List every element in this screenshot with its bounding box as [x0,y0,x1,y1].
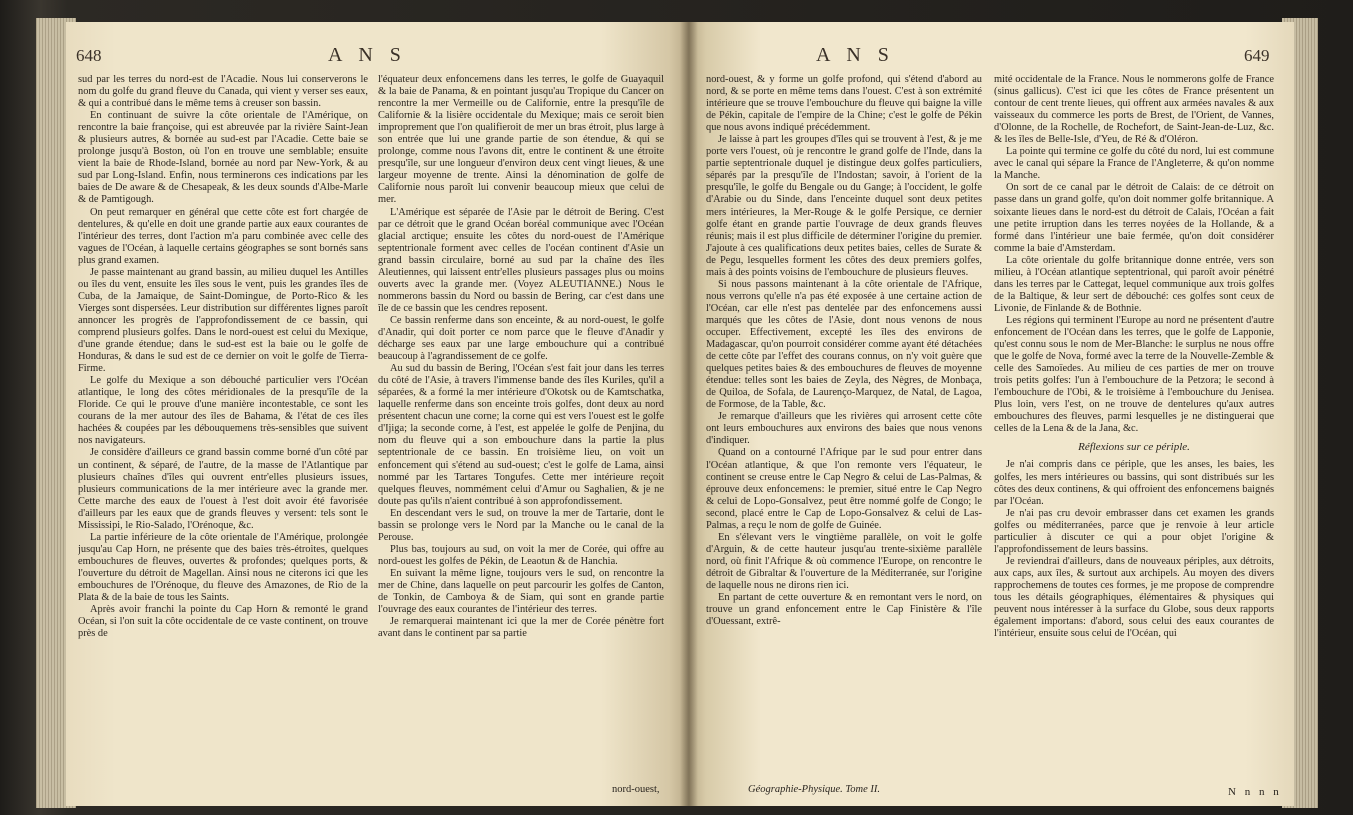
section-title: Réflexions sur ce périple. [1078,441,1190,454]
signature-mark: N n n n [1228,786,1282,798]
paragraph: Je n'ai pas cru devoir embrasser dans cet examen les grands golfes ou méditerranées, parce que je renvoie à leur article particulier à discuter ce qui a pour objet l'origine & l'approfondissement de leurs bassins. [994,507,1274,555]
paragraph: Ce bassin renferme dans son enceinte, & au nord-ouest, le golfe d'Anadir, qui doit porter ce nom parce que le fleuve d'Anadir y décharge ses eaux par une large embouchure qui a contribué beaucoup à l'agrandissement de ce golfe. [378,314,664,363]
paragraph: Les régions qui terminent l'Europe au nord ne présentent d'autre enfoncement de l'Océan dans les terres, que le golfe de Lapponie, qu'est connu sous le nom de Mer-Blanche: le surplus ne nous offre que le golfe de Nova, formé avec la terre de la Nouvelle-Zemble & celle des Samoïedes. Au milieu de ces parties de mer on trouve trois petits golfes: l'un à l'embouchure de la Petzora; le second à l'embouchure de l'Obi, & le troisième à l'embouchure du Jenisea. Plus loin, vers l'est, on ne trouve de dentelures qu'aux autres embouchures des fleuves, parmi lesquelles je ne distinguerai que celles de la Lena & de la Jana, &c. [994,314,1274,435]
volume-footer: Géographie-Physique. Tome II. [748,784,881,795]
paragraph: Plus bas, toujours au sud, on voit la mer de Corée, qui offre au nord-ouest les golfes de Pékin, de Leaotun & de Hanchia. [378,543,664,567]
left-column-2 [378,74,664,799]
page-number-right: 649 [1244,46,1270,65]
paragraph: mité occidentale de la France. Nous le nommerons golfe de France (sinus gallicus). C'est ici que les côtes de France présentent un contour de cent trente lieues, qui offrent aux armées navales & aux vaisseaux du commerce les ports de Brest, de l'Orient, de Vannes, d'Olonne, de la Rochelle, de Rochefort, de Saint-Jean-de-Luz, &c. & les îles de Belle-Isle, d'Yeu, de Ré & d'Oléron. [994,74,1274,146]
paragraph: Je remarquerai maintenant ici que la mer de Corée pénètre fort avant dans le continent par sa partie [378,616,664,640]
right-page [688,22,1294,806]
paragraph: On peut remarquer en général que cette côte est fort chargée de dentelures, & qu'elle en doit une grande partie aux eaux courantes de l'intérieur des terres, dont l'action m'a paru combinée avec celle des vagues de l'Océan, à laquelle certains géographes se sont bornés sans plus grand examen. [78,206,368,266]
paragraph: L'Amérique est séparée de l'Asie par le détroit de Bering. C'est par ce détroit que le grand Océan boréal communique avec l'Océan glacial arctique; ensuite les côtes du nord-ouest de l'Amérique septentrionale forment avec celles de l'océan continent d'Asie un grand bassin circulaire, borné au sud par la chaîne des îles Aleutiennes, qui laissent entr'elles plusieurs passages plus ou moins ouverts avec la grande mer. (Voyez ALEUTIANNE.) Nous le nommerons bassin du Nord ou bassin de Bering, car c'est dans une île de ce bassin que les cendres reposent. [378,206,664,314]
paragraph: sud par les terres du nord-est de l'Acadie. Nous lui conserverons le nom du golfe du grand fleuve du Canada, qui vient y verser ses eaux, & qui a contribué dans le même tems à creuser son bassin. [78,74,368,110]
paragraph: Je passe maintenant au grand bassin, au milieu duquel les Antilles ou îles du vent, ensuite les îles sous le vent, puis les grandes îles de Cuba, de la Jamaique, de Saint-Domingue, de Porto-Rico & les Vierges sont dispersées. Leur distribution sur différentes lignes paroît annoncer les progrès de l'approfondissement de ce bassin, qui comprend plusieurs golfes. Dans le nord-ouest est celui du Mexique, d'une grande étendue; dans le sud-est est la baie ou le golfe de Honduras, & dans le sud est de ce dernier on voit le golfe de Tierra-Firme. [78,266,368,375]
paragraph: l'équateur deux enfoncemens dans les terres, le golfe de Guayaquil & la baie de Panama, & en pointant jusqu'au Tropique du Cancer on rencontre la mer Vermeille ou de Californie, entre la presqu'île de Californie & la lisière occidentale du Mexique; mais ce seroit bien improprement que l'on qualifieroit de mer un bras étroit, plus large à son entrée que lui une grande partie de son étendue, & qui se prolonge, comme nous l'avons dit, entre le continent & une étroite presqu'île, sur une longueur d'environ deux cent vingt lieues, & une largeur moyenne de trente. Ainsi la dénomination de golfe de Californie nous paroît lui convenir beaucoup mieux que celui de mer. [378,74,664,206]
running-head-left: A N S [328,44,407,66]
paragraph: Le golfe du Mexique a son débouché particulier vers l'Océan atlantique, le long des côtes méridionales de la presqu'île de la Floride. Ce qui le prouve d'une manière incontestable, ce sont les courans de la mer autour des îles de Bahama, & l'état de ces îles hachées & coupées par les débouquemens très-sensibles que suivent nos navigateurs. [78,375,368,447]
paragraph: En partant de cette ouverture & en remontant vers le nord, on trouve un grand enfoncement entre le Cap Finistère & l'île d'Ouessant, extrê- [706,592,982,628]
left-page [66,22,688,806]
paragraph: La côte orientale du golfe britannique donne entrée, vers son milieu, à l'Océan atlantique septentrional, qui paroît avoir pénétré dans les terres par le Cattegat, lequel communique aux trois golfes de la Baltique, & leur sert de débouché: ces golfes sont ceux de Livonie, de Finlande & de Bothnie. [994,254,1274,314]
paragraph: En s'élevant vers le vingtième parallèle, on voit le golfe d'Arguin, & de cette hauteur jusqu'au trente-sixième parallèle nord, où finit l'Afrique & où commence l'Europe, on rencontre le détroit de Gibraltar & l'ouverture de la Méditerranée, sur l'origine de laquelle nous ne dirons rien ici. [706,531,982,591]
running-head-right: A N S [816,44,895,66]
paragraph: Je considère d'ailleurs ce grand bassin comme borné d'un côté par un continent, & séparé, de l'autre, de la masse de l'Atlantique par plusieurs chaînes d'îles qui ouvrent entr'elles plusieurs issues, plusieurs communications de la mer intérieure avec la grande mer. Cette marche des eaux de l'ouest à l'est doit avoir été favorisée d'ailleurs par les eaux que de grands fleuves y versent: tels sont le Mississipi, le Rio-Salado, l'Orénoque, &c. [78,447,368,531]
left-column-1 [78,74,368,799]
paragraph: En continuant de suivre la côte orientale de l'Amérique, on rencontre la baie françoise, qui est abreuvée par la rivière Saint-Jean & plusieurs autres, & bornée au sud-est par l'Acadie. Cette baie se prolonge jusqu'à Boston, où l'on en trouve une semblable; ensuite vient la baie de Rhode-Island, bornée au nord par New-York, & au sud par Long-Island. Enfin, nous terminerons ces indications par les baies de De aware & de Chesapeak, & les deux sounds d'Albe-Marle & de Pamtigough. [78,110,368,206]
page-number-left: 648 [76,46,102,65]
right-column-1 [706,74,982,782]
paragraph: La partie inférieure de la côte orientale de l'Amérique, prolongée jusqu'au Cap Horn, ne présente que des baies très-étroites, quelques embouchures de fleuves, ouvertes & profondes; quelques ports, & l'ouverture du détroit de Magellan. Ainsi nous ne citerons ici que les embouchures de l'Orénoque, du fleuve des Amazones, de Rio de la Plata & de la baie de tous les Saints. [78,531,368,604]
paragraph: En suivant la même ligne, toujours vers le sud, on rencontre la mer de Chine, dans laquelle on peut parcourir les golfes de Canton, de Tonkin, de Camboya & de Siam, qui sont en grande partie l'ouvrage des eaux courantes de l'intérieur des terres. [378,567,664,616]
paragraph: On sort de ce canal par le détroit de Calais: de ce détroit on passe dans un grand golfe, qu'on doit nommer golfe britannique. A soixante lieues dans le nord-est du détroit de Calais, l'Océan a fait une petite irruption dans les terres noyées de la Hollande, & a formé dans l'intérieur une baie fermée, qu'on doit considérer comme la baie d'Amsterdam. [994,182,1274,254]
paragraph: En descendant vers le sud, on trouve la mer de Tartarie, dont le bassin se prolonge vers le Nord par la Manche ou le canal de la Perouse. [378,507,664,543]
catchword-left: nord-ouest, [612,784,660,795]
paragraph: Je reviendrai d'ailleurs, dans de nouveaux périples, aux détroits, aux caps, aux îles, & surtout aux archipels. Au moyen des divers rapprochemens de toutes ces formes, je me propose de comprendre tous les détails géographiques, élémentaires & physiques qui peuvent nous intéresser à la surface du Globe, sous deux rapports également importans: d'abord, sous celui des eaux courantes de l'intérieur, ensuite sous celui de l'Océan, qui [994,555,1274,640]
paragraph: Je laisse à part les groupes d'îles qui se trouvent à l'est, & je me porte vers l'ouest, où je rencontre le grand golfe de l'Inde, dans la partie septentrionale duquel je distingue deux golfes particuliers, séparés par la presqu'île de l'Indostan; savoir, à l'orient de la presqu'île, le golfe du Bengale ou du Gange; à l'occident, le golfe d'Arabie ou du Sinde, dans l'enceinte duquel sont deux petites mers intérieures, la Mer-Rouge & le golfe Persique, ce dernier golfe étant en grande partie l'ouvrage de deux grands fleuves réunis; mais il est plus difficile de déterminer l'origine du premier. J'ajoute à ces qualifications deux petites baies, celles de Surate & de Pegu, lesquelles forment les côtes des deux premiers golfes, mais à des points voisins de l'embouchure de plusieurs fleuves. [706,134,982,278]
paragraph: La pointe qui termine ce golfe du côté du nord, lui est commune avec le canal qui sépare la France de l'Angleterre, & qu'on nomme la Manche. [994,146,1274,182]
book-gutter [680,22,698,806]
paragraph: Si nous passons maintenant à la côte orientale de l'Afrique, nous verrons qu'elle n'a pas été exposée à une certaine action de l'Océan, car elle n'est pas dentelée par des enfoncemens aussi marqués que les côtes de l'Asie, dont nous venons de nous occuper. Effectivement, excepté les îles des environs de Madagascar, qu'on pourroit considérer comme ayant été détachées de cette côte par l'effet des courans connus, on n'y voit guère que quelques petites baies & des embouchures de fleuves de moyenne étendue: telles sont les baies de Zeyla, des Nègres, de Monbaça, de Quiloa, de Sofala, de Laurenço-Marquez, de Natal, de Lagoa, de Formose, de la Table, &c. [706,278,982,411]
paragraph: Après avoir franchi la pointe du Cap Horn & remonté le grand Océan, si l'on suit la côte occidentale de ce vaste continent, on trouve près de [78,604,368,640]
paragraph: Je n'ai compris dans ce périple, que les anses, les baies, les golfes, les mers intérieures ou bassins, qui sont distribués sur les côtes des deux continens, & qui offroient des enfoncemens baignés par l'Océan. [994,459,1274,507]
paragraph: Je remarque d'ailleurs que les rivières qui arrosent cette côte ont leurs embouchures aux environs des baies que nous venons d'indiquer. [706,411,982,447]
paragraph: nord-ouest, & y forme un golfe profond, qui s'étend d'abord au nord, & se porte en même tems dans l'ouest. C'est à son extrémité intérieure que se trouve l'embouchure du fleuve qui baigne la ville de Pékin, capitale de l'empire de la Chine; c'est le golfe de Pékin que nous avons indiqué précédemment. [706,74,982,134]
paragraph: Au sud du bassin de Bering, l'Océan s'est fait jour dans les terres du côté de l'Asie, à travers l'immense bande des îles Kuriles, qu'il a séparées, & a formé la mer intérieure d'Okotsk ou de Kamtschatka, laquelle renferme dans son enceinte trois golfes, dont deux au nord présentent chacun une corne; la corne qui est vers l'ouest est le golfe d'Ijiga; la seconde corne, à l'est, est appelée le golfe de Penjina, du nom du fleuve qui a son embouchure dans la partie la plus septentrionale de ce bassin. En troisième lieu, on voit un enfoncement qui s'étend au sud-ouest; c'est le golfe de Lama, ainsi nommé par les Tartares Tongufes. Cette mer intérieure reçoit quelques fleuves, nommément celui d'Amur ou Saghalien, & je ne doute pas qu'ils n'aient contribué à son approfondissement. [378,363,664,507]
paragraph: Quand on a contourné l'Afrique par le sud pour entrer dans l'Océan atlantique, & que l'on remonte vers l'équateur, le continent se creuse entre le Cap Negro & celui de Las-Palmas, & éprouve deux enfoncemens: le premier, situé entre le Cap Negro & celui de Lopo-Gonsalvez, peut être nommé golfe de Congo; le second, placé entre le Cap de Lopo-Gonsalvez & celui de Las-Palmas, a reçu le nom de golfe de Guinée. [706,447,982,531]
right-column-2 [994,74,1274,790]
